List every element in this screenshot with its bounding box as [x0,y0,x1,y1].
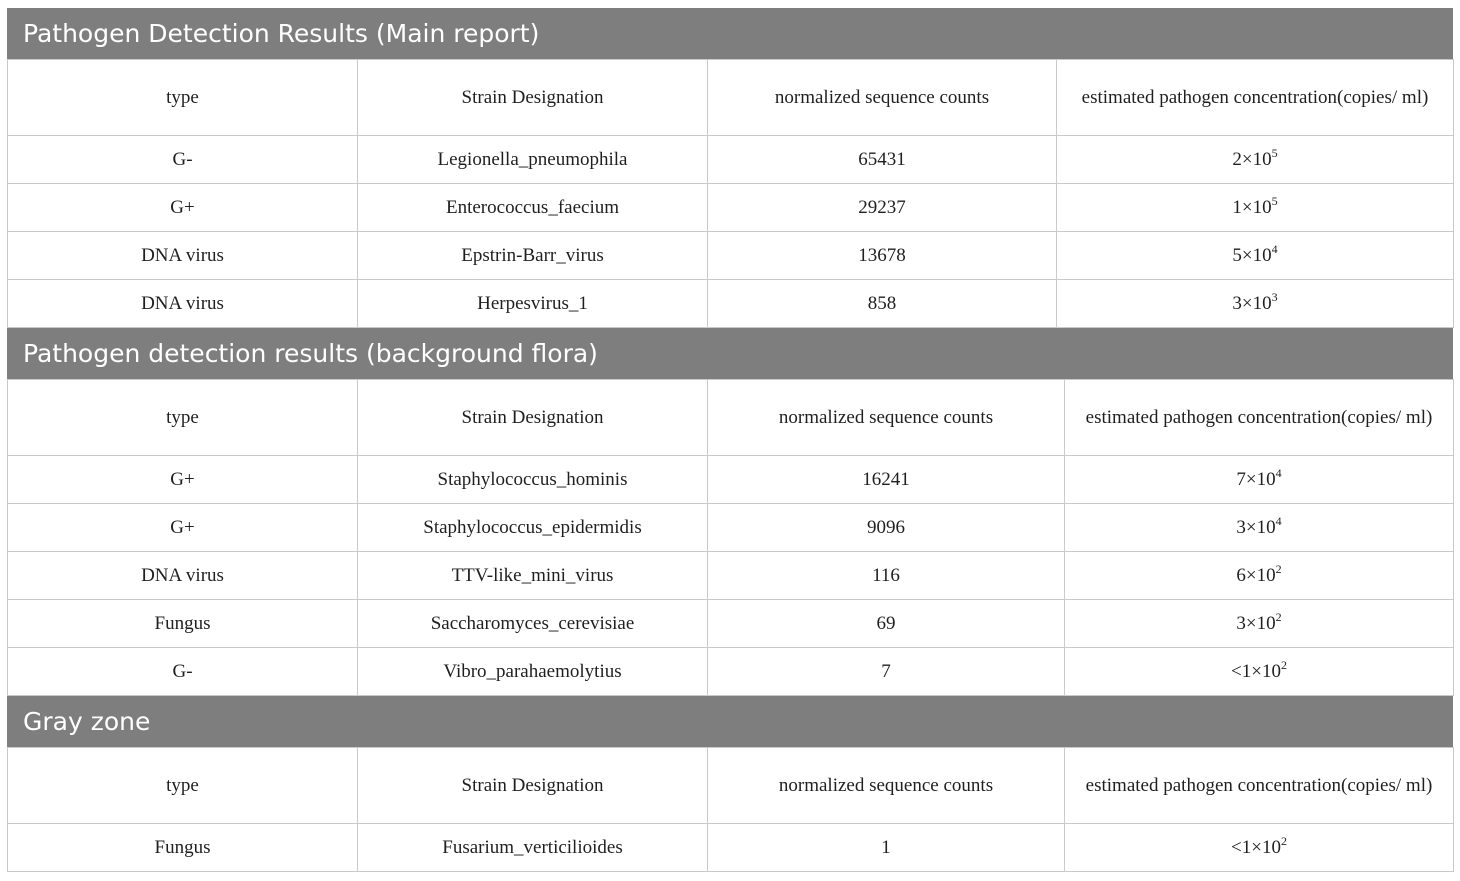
cell-type: G+ [8,456,358,504]
cell-type: G- [8,136,358,184]
cell-strain: Herpesvirus_1 [358,280,708,328]
cell-count: 16241 [708,456,1065,504]
cell-concentration: $3\times 10^3$ [1057,280,1454,328]
column-header-count: normalized sequence counts [708,748,1065,824]
cell-concentration: $2\times 10^5$ [1057,136,1454,184]
table-header-row [8,380,1454,456]
column-header-count: normalized sequence counts [708,60,1057,136]
cell-type: G+ [8,504,358,552]
cell-concentration: $1\times 10^5$ [1057,184,1454,232]
cell-strain: Enterococcus_faecium [358,184,708,232]
cell-strain: Fusarium_verticilioides [358,824,708,872]
column-header-type: type [8,380,358,456]
cell-concentration: $6\times 10^2$ [1065,552,1454,600]
cell-strain: Staphylococcus_hominis [358,456,708,504]
cell-strain: Legionella_pneumophila [358,136,708,184]
cell-concentration: $<1\times 10^2$ [1065,824,1454,872]
table-row [8,504,1454,552]
section-title-main-report: Pathogen Detection Results (Main report) [7,8,1453,59]
pathogen-report [7,8,1453,872]
cell-concentration: $3\times 10^2$ [1065,600,1454,648]
table-row [8,648,1454,696]
cell-type: Fungus [8,600,358,648]
cell-type: Fungus [8,824,358,872]
gray-zone-table [7,747,1454,872]
main-report-table [7,59,1454,328]
cell-strain: TTV-like_mini_virus [358,552,708,600]
background-flora-table [7,379,1454,696]
column-header-strain: Strain Designation [358,60,708,136]
table-row [8,184,1454,232]
cell-type: G+ [8,184,358,232]
table-header-row [8,748,1454,824]
cell-strain: Staphylococcus_epidermidis [358,504,708,552]
column-header-strain: Strain Designation [358,380,708,456]
cell-count: 1 [708,824,1065,872]
cell-type: DNA virus [8,232,358,280]
column-header-type: type [8,748,358,824]
cell-strain: Epstrin-Barr_virus [358,232,708,280]
table-row [8,600,1454,648]
column-header-strain: Strain Designation [358,748,708,824]
cell-type: DNA virus [8,280,358,328]
cell-type: G- [8,648,358,696]
table-row [8,552,1454,600]
column-header-count: normalized sequence counts [708,380,1065,456]
cell-count: 65431 [708,136,1057,184]
table-row [8,824,1454,872]
column-header-concentration: estimated pathogen concentration(copies/ ml) [1065,748,1454,824]
cell-count: 116 [708,552,1065,600]
section-title-gray-zone: Gray zone [7,696,1453,747]
cell-strain: Saccharomyces_cerevisiae [358,600,708,648]
cell-concentration: $5\times 10^4$ [1057,232,1454,280]
table-row [8,280,1454,328]
section-title-background-flora: Pathogen detection results (background flora) [7,328,1453,379]
table-row [8,232,1454,280]
column-header-concentration: estimated pathogen concentration(copies/ ml) [1065,380,1454,456]
cell-count: 69 [708,600,1065,648]
cell-count: 9096 [708,504,1065,552]
column-header-concentration: estimated pathogen concentration(copies/ ml) [1057,60,1454,136]
cell-concentration: $3\times 10^4$ [1065,504,1454,552]
column-header-type: type [8,60,358,136]
cell-concentration: $<1\times 10^2$ [1065,648,1454,696]
cell-type: DNA virus [8,552,358,600]
cell-count: 29237 [708,184,1057,232]
cell-strain: Vibro_parahaemolytius [358,648,708,696]
cell-count: 7 [708,648,1065,696]
cell-count: 858 [708,280,1057,328]
table-header-row [8,60,1454,136]
cell-count: 13678 [708,232,1057,280]
table-row [8,136,1454,184]
cell-concentration: $7\times 10^4$ [1065,456,1454,504]
table-row [8,456,1454,504]
